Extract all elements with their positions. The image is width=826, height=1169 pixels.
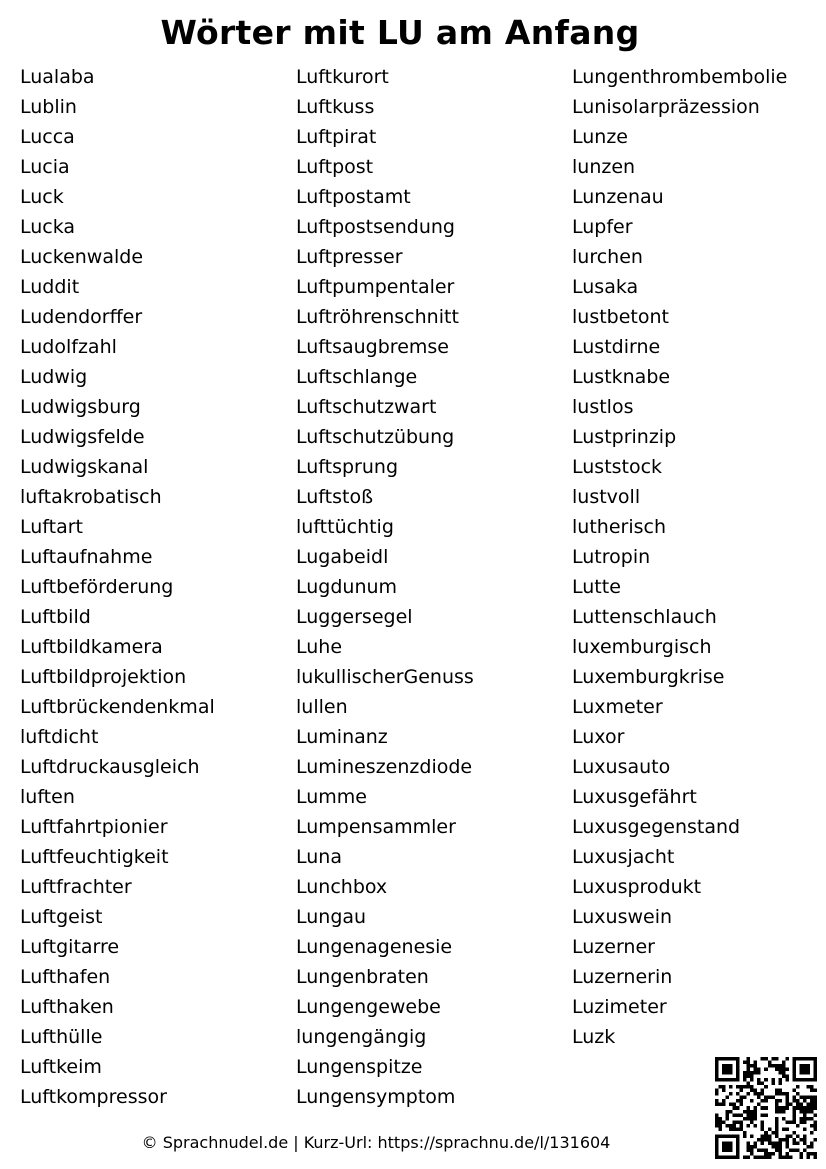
word-list-item: Luftsaugbremse (296, 336, 449, 358)
word-list-item: Luftart (20, 516, 84, 538)
word-list-item: lurchen (572, 246, 643, 268)
word-list-item: Lumpensammler (296, 816, 456, 838)
word-list-item: Lugdunum (296, 576, 398, 598)
word-list-item: Luftbildkamera (20, 636, 163, 658)
word-list-item: Ludolfzahl (20, 336, 117, 358)
word-list-item: Luxusgefährt (572, 786, 697, 808)
word-list-item: Luftdruckausgleich (20, 756, 200, 778)
word-list-item: Lunzenau (572, 186, 664, 208)
word-list-item: Luftschutzwart (296, 396, 437, 418)
word-column-1 (20, 62, 215, 1112)
word-list-item: Lungenagenesie (296, 936, 453, 958)
word-list-item: Luftbild (20, 606, 91, 628)
word-list-item: Luftgeist (20, 906, 103, 928)
word-list-item: Luftsprung (296, 456, 399, 478)
word-list-item: Luftröhrenschnitt (296, 306, 459, 328)
word-list-item: Lucia (20, 156, 70, 178)
word-list-item: Lungenbraten (296, 966, 429, 988)
word-list-item: Luftschutzübung (296, 426, 455, 448)
word-list-item: Lublin (20, 96, 77, 118)
word-list-item: Lungau (296, 906, 367, 928)
word-list-item: Luftkuss (296, 96, 375, 118)
word-list-item: Lungenspitze (296, 1056, 423, 1078)
word-list-item: lungengängig (296, 1026, 427, 1048)
word-list-item: luften (20, 786, 75, 808)
word-list-item: Luhe (296, 636, 343, 658)
word-list-item: Luftpost (296, 156, 374, 178)
word-list-item: Lunchbox (296, 876, 388, 898)
word-list-item: lullen (296, 696, 348, 718)
word-list-item: Luxusgegenstand (572, 816, 741, 838)
word-list-item: Lualaba (20, 66, 95, 88)
word-list-item: Luftpostsendung (296, 216, 455, 238)
word-list-item: lukullischerGenuss (296, 666, 474, 688)
word-list-item: Luminanz (296, 726, 388, 748)
qr-code-icon (715, 1057, 817, 1159)
word-list-item: Ludwig (20, 366, 88, 388)
word-list-item: Lumme (296, 786, 367, 808)
word-list-item: Lupfer (572, 216, 633, 238)
word-list-item: luftakrobatisch (20, 486, 162, 508)
word-list-item: Lucka (20, 216, 76, 238)
word-list-item: Luddit (20, 276, 80, 298)
word-list-item: Lustprinzip (572, 426, 677, 448)
word-list-item: Luftpresser (296, 246, 403, 268)
word-list-item: Lungensymptom (296, 1086, 456, 1108)
word-list-item: Luftkompressor (20, 1086, 167, 1108)
word-list-item: Lufthülle (20, 1026, 103, 1048)
word-list-item: lustlos (572, 396, 634, 418)
word-list-item: Lustknabe (572, 366, 671, 388)
word-list-item: Luftkurort (296, 66, 389, 88)
word-list-item: Luftschlange (296, 366, 418, 388)
word-list-item: lustvoll (572, 486, 641, 508)
word-list-item: lunzen (572, 156, 636, 178)
word-list-item: lustbetont (572, 306, 669, 328)
word-list-item: Luzk (572, 1026, 616, 1048)
word-list-item: Luftbildprojektion (20, 666, 187, 688)
word-list-item: Lugabeidl (296, 546, 389, 568)
word-list-item: Luttenschlauch (572, 606, 717, 628)
word-list-item: Luststock (572, 456, 663, 478)
word-list-item: lufttüchtig (296, 516, 394, 538)
word-column-2 (296, 62, 474, 1112)
page-title: Wörter mit LU am Anfang (160, 13, 640, 52)
word-list-item: Ludendorffer (20, 306, 143, 328)
word-list-item: Lungengewebe (296, 996, 441, 1018)
word-list-item: Luftpostamt (296, 186, 411, 208)
word-column-3 (572, 62, 787, 1052)
word-list-item: Lunze (572, 126, 628, 148)
word-list-item: Lusaka (572, 276, 639, 298)
word-list-item: Luftaufnahme (20, 546, 153, 568)
word-list-item: Luck (20, 186, 64, 208)
footer-credit: © Sprachnudel.de | Kurz-Url: https://sprachnu.de/l/131604 (141, 1133, 611, 1152)
word-list-item: Lustdirne (572, 336, 661, 358)
word-list-item: Lumineszenzdiode (296, 756, 473, 778)
word-list-item: Ludwigskanal (20, 456, 149, 478)
word-list-item: Luftpirat (296, 126, 377, 148)
word-list-item: Luxusauto (572, 756, 671, 778)
word-list-item: Lutte (572, 576, 621, 598)
word-list-item: Ludwigsburg (20, 396, 141, 418)
word-list-item: Luxmeter (572, 696, 663, 718)
word-list-item: Lutropin (572, 546, 651, 568)
word-list-item: Luxemburgkrise (572, 666, 725, 688)
word-list-item: luxemburgisch (572, 636, 712, 658)
word-list-item: Luzernerin (572, 966, 673, 988)
word-list-item: Lunisolarpräzession (572, 96, 760, 118)
word-list-item: Luxuswein (572, 906, 673, 928)
word-list-item: Lungenthrombembolie (572, 66, 788, 88)
word-list-item: Luftfrachter (20, 876, 132, 898)
word-list-item: Luftgitarre (20, 936, 120, 958)
word-list-item: Luxor (572, 726, 625, 748)
word-list-item: Luftpumpentaler (296, 276, 455, 298)
word-list-item: Luzimeter (572, 996, 667, 1018)
word-list-item: Luckenwalde (20, 246, 144, 268)
word-list-item: Luftkeim (20, 1056, 102, 1078)
word-list-item: Luftstoß (296, 486, 374, 508)
word-list-item: Luftbeförderung (20, 576, 174, 598)
word-list-item: lutherisch (572, 516, 666, 538)
word-list-item: Lucca (20, 126, 75, 148)
word-list-item: Lufthafen (20, 966, 111, 988)
word-list-item: Luftbrückendenkmal (20, 696, 215, 718)
word-list-item: Luxusjacht (572, 846, 675, 868)
word-list-item: Luftfeuchtigkeit (20, 846, 169, 868)
word-list-item: luftdicht (20, 726, 99, 748)
word-list-item: Luftfahrtpionier (20, 816, 168, 838)
word-list-item: Lufthaken (20, 996, 114, 1018)
word-list-item: Luna (296, 846, 342, 868)
word-list-item: Ludwigsfelde (20, 426, 145, 448)
word-list-item: Luzerner (572, 936, 655, 958)
word-list-item: Luxusprodukt (572, 876, 702, 898)
word-list-item: Luggersegel (296, 606, 413, 628)
